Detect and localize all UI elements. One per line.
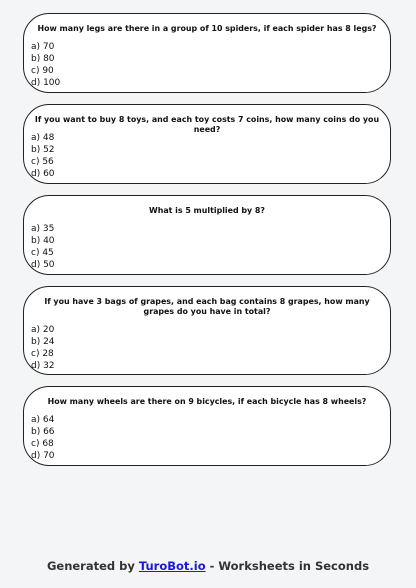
option-a: a) 20 [31, 325, 55, 335]
option-d: d) 60 [31, 169, 55, 179]
options-list [31, 223, 55, 271]
question-card-2 [23, 104, 391, 184]
option-b: b) 80 [31, 54, 55, 64]
options-list [31, 414, 55, 462]
question-text: If you have 3 bags of grapes, and each bag contains 8 grapes, how many grapes do you have in total? [44, 297, 370, 316]
turobot-link[interactable]: TuroBot.io [138, 559, 206, 573]
option-a: a) 70 [31, 42, 55, 52]
options-list [31, 41, 60, 89]
option-d: d) 70 [31, 451, 55, 461]
question-card-3 [23, 195, 391, 275]
question-text: How many wheels are there on 9 bicycles, if each bicycle has 8 wheels? [47, 397, 367, 406]
footer-prefix: Generated by [46, 559, 139, 573]
option-a: a) 64 [31, 415, 55, 425]
options-list [31, 324, 55, 372]
question-text: How many legs are there in a group of 10 spiders, if each spider has 8 legs? [37, 24, 377, 33]
option-d: d) 32 [31, 361, 55, 371]
option-c: c) 90 [31, 66, 54, 76]
option-c: c) 28 [31, 349, 54, 359]
option-c: c) 68 [31, 439, 54, 449]
option-a: a) 48 [31, 133, 55, 143]
footer-suffix: - Worksheets in Seconds [205, 559, 370, 573]
question-card-4 [23, 286, 391, 375]
option-a: a) 35 [31, 224, 55, 234]
option-d: d) 50 [31, 260, 55, 270]
option-b: b) 52 [31, 145, 55, 155]
option-c: c) 45 [31, 248, 54, 258]
footer [0, 559, 416, 573]
question-card-5 [23, 386, 391, 466]
option-d: d) 100 [31, 78, 61, 88]
option-c: c) 56 [31, 157, 54, 167]
option-b: b) 40 [31, 236, 55, 246]
question-card-1 [23, 13, 391, 93]
options-list [31, 132, 55, 180]
option-b: b) 24 [31, 337, 55, 347]
question-text: If you want to buy 8 toys, and each toy costs 7 coins, how many coins do you need? [34, 115, 380, 134]
question-text: What is 5 multiplied by 8? [149, 206, 265, 215]
option-b: b) 66 [31, 427, 55, 437]
